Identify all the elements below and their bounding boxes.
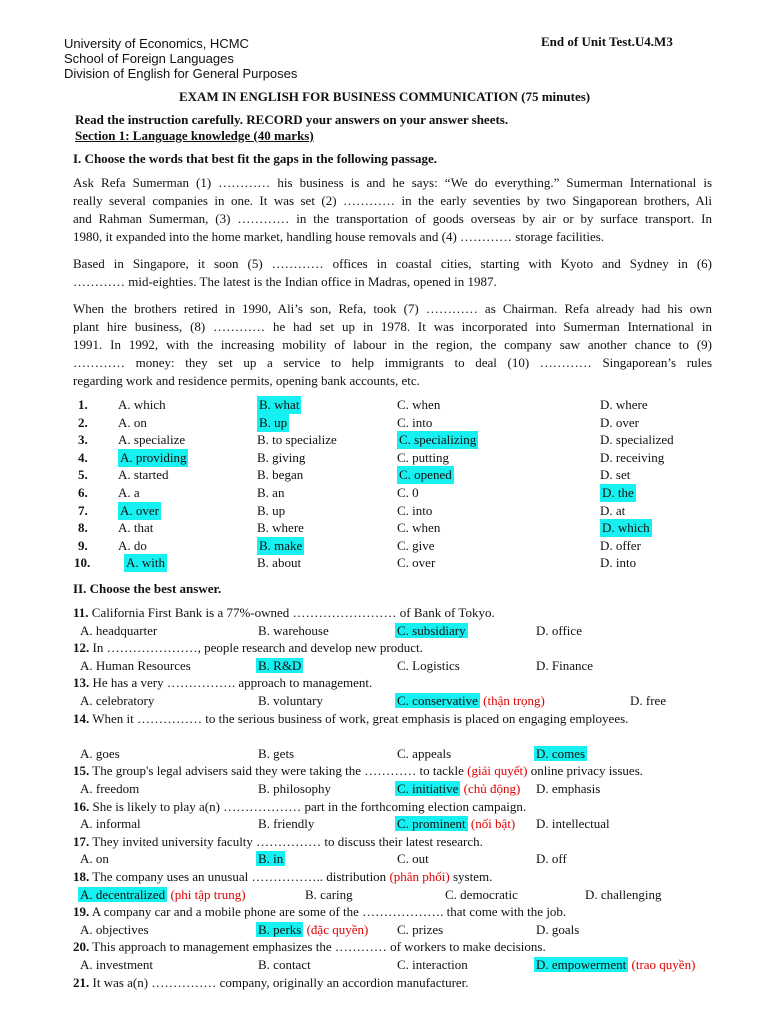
option-b — [258, 622, 329, 640]
option-d-text: D. intellectual — [536, 816, 610, 832]
option-b: B. to specialize — [257, 432, 337, 448]
option-b: B. up — [257, 502, 286, 518]
question-text: It was a(n) …………… company, originally an accordion manufacturer. — [92, 974, 469, 990]
question-text: The group's legal advisers said they were taking the ………… to tackle — [92, 763, 468, 779]
option-b: B. what — [259, 397, 300, 412]
option-c — [397, 745, 451, 763]
question-row — [74, 502, 724, 520]
passage-line: plant hire business, (8) ………… he had set up in 1978. It was incorporated into Sumerman International in — [73, 319, 712, 334]
question-stem — [73, 833, 712, 851]
question-number: 8. — [78, 520, 88, 536]
option-a — [80, 622, 157, 640]
option-c-text: C. conservative — [397, 693, 478, 708]
university-name: University of Economics, HCMC — [64, 36, 249, 51]
option-b: B. an — [257, 485, 285, 500]
translation-note: (trao quyền) — [631, 957, 696, 972]
options-row — [0, 780, 768, 798]
option-a: A. a — [118, 485, 140, 500]
option-b — [258, 745, 294, 763]
question-number: 21. — [73, 974, 90, 990]
option-c — [397, 956, 468, 974]
option-d-text: D. emphasis — [536, 781, 601, 796]
option-b — [258, 692, 323, 710]
option-d — [630, 692, 666, 710]
question-stem — [73, 710, 712, 728]
part-1-heading: I. Choose the words that best fit the gaps in the following passage. — [73, 151, 438, 166]
question-text: California First Bank is a 77%-owned …………………… of Bank of Tokyo. — [91, 605, 495, 620]
option-a: A. specialize — [118, 432, 186, 448]
option-c: C. when — [397, 397, 441, 412]
option-a-text: A. investment — [80, 957, 153, 972]
option-c-text: C. Logistics — [397, 657, 460, 673]
option-d: D. the — [602, 485, 634, 500]
option-a-text: A. Human Resources — [80, 657, 191, 673]
option-d — [536, 815, 610, 833]
question-text: A company car and a mobile phone are some of the ………………. that come with the job. — [91, 904, 567, 920]
option-d: D. offer — [600, 537, 641, 553]
option-d: D. set — [600, 467, 631, 483]
passage-line: When the brothers retired in 1990, Ali’s son, Refa, took (7) ………… as Chairman. Refa already had his own — [73, 301, 712, 316]
option-b-text: B. warehouse — [258, 622, 329, 638]
options-row — [0, 850, 768, 868]
question-stem — [73, 798, 712, 816]
question-row — [74, 431, 724, 449]
option-b — [258, 657, 303, 675]
option-b: B. about — [257, 555, 302, 571]
question-number: 16. — [73, 798, 90, 814]
translation-note: (giải quyết) — [467, 763, 528, 779]
translation-note: (phân phối) — [389, 869, 450, 884]
option-d: D. receiving — [600, 449, 665, 465]
option-c — [397, 780, 520, 798]
question-number: 13. — [73, 675, 90, 691]
option-b-text: B. philosophy — [258, 781, 331, 796]
option-d — [585, 886, 662, 904]
option-d-text: D. empowerment — [536, 957, 627, 972]
question-number: 2. — [78, 414, 88, 430]
option-a: A. do — [118, 537, 147, 553]
option-c: C. over — [397, 555, 436, 571]
option-c-text: C. out — [397, 851, 429, 867]
option-a — [80, 780, 139, 798]
test-code: End of Unit Test.U4.M3 — [541, 34, 673, 49]
option-b-text: B. caring — [305, 886, 353, 902]
options-row — [0, 956, 768, 974]
option-c: C. opened — [399, 467, 452, 483]
school-name: School of Foreign Languages — [64, 51, 234, 66]
option-a-text: A. on — [80, 851, 109, 867]
question-stem — [73, 903, 712, 921]
question-number: 12. — [73, 640, 90, 656]
question-number: 10. — [74, 555, 91, 571]
passage-line: regarding work and residence permits, opening bank accounts, etc. — [73, 373, 420, 388]
option-b — [305, 886, 353, 904]
question-text: The company uses an unusual …………….. distribution — [92, 869, 390, 884]
exam-title: EXAM IN ENGLISH FOR BUSINESS COMMUNICATION (75 minutes) — [179, 89, 591, 104]
translation-note: (phi tập trung) — [170, 886, 246, 902]
option-d — [536, 956, 695, 974]
question-text: When it …………… to the serious business of work, great emphasis is placed on engaging employees. — [92, 710, 629, 726]
question-number: 15. — [73, 763, 90, 779]
option-c-text: C. initiative — [397, 781, 459, 796]
option-a-text: A. headquarter — [80, 622, 158, 638]
option-c — [397, 622, 468, 640]
question-row — [74, 484, 724, 502]
option-d — [536, 780, 600, 798]
option-d — [536, 622, 582, 640]
options-row — [0, 692, 768, 710]
option-a-text: A. objectives — [80, 921, 149, 937]
options-row — [0, 622, 768, 640]
option-b: B. where — [257, 520, 304, 536]
options-row — [0, 886, 768, 904]
option-a — [80, 815, 141, 833]
option-b — [258, 815, 314, 833]
question-number: 5. — [78, 467, 88, 483]
option-a — [80, 956, 153, 974]
question-stem — [73, 974, 712, 992]
option-b — [258, 780, 331, 798]
option-c: C. putting — [397, 449, 450, 465]
option-d: D. into — [600, 555, 637, 571]
option-d: D. over — [600, 414, 639, 430]
option-c-text: C. appeals — [397, 745, 452, 761]
option-a — [80, 692, 154, 710]
option-b: B. giving — [257, 449, 306, 465]
option-a — [80, 921, 149, 939]
option-d-text: D. free — [630, 693, 667, 708]
question-text: This approach to management emphasizes the ………… of workers to make decisions. — [92, 939, 546, 955]
option-c — [397, 850, 429, 868]
option-d-text: D. office — [536, 622, 582, 638]
option-b-text: B. R&D — [258, 657, 302, 673]
question-stem — [73, 868, 712, 886]
option-a-text: A. celebratory — [80, 693, 155, 708]
question-number: 1. — [78, 397, 88, 412]
question-text: system. — [449, 869, 493, 884]
option-b: B. began — [257, 467, 304, 483]
question-number: 17. — [73, 833, 90, 849]
option-a: A. started — [118, 467, 169, 483]
option-b-text: B. voluntary — [258, 693, 323, 708]
question-row — [74, 414, 724, 432]
question-text: They invited university faculty …………… to discuss their latest research. — [92, 833, 483, 849]
option-d — [536, 745, 587, 763]
option-a: A. over — [120, 502, 159, 518]
question-text: online privacy issues. — [527, 763, 644, 779]
option-a — [80, 657, 191, 675]
question-row — [74, 537, 724, 555]
option-d-text: D. challenging — [585, 886, 662, 902]
question-row — [74, 519, 724, 537]
option-a: A. on — [118, 414, 147, 430]
option-a-text: A. decentralized — [80, 886, 166, 902]
option-d-text: D. off — [536, 851, 567, 867]
option-a: A. providing — [120, 449, 187, 465]
options-row — [0, 657, 768, 675]
option-b: B. up — [259, 414, 288, 430]
question-stem — [73, 938, 712, 956]
option-b: B. make — [259, 537, 303, 553]
question-stem — [73, 639, 712, 657]
option-d — [536, 850, 567, 868]
question-number: 11. — [73, 605, 89, 620]
question-stem — [73, 762, 712, 780]
option-a-text: A. informal — [80, 816, 141, 832]
passage-paragraph-1 — [73, 174, 712, 246]
question-number: 18. — [73, 869, 90, 884]
option-d: D. at — [600, 502, 626, 518]
option-b-text: B. in — [258, 851, 284, 867]
translation-note: (chủ động) — [463, 781, 521, 796]
option-d — [536, 657, 593, 675]
question-text: In …………………, people research and develop new product. — [92, 640, 423, 656]
option-c: C. when — [397, 520, 441, 536]
passage-paragraph-2 — [73, 255, 712, 291]
instruction: Read the instruction carefully. RECORD your answers on your answer sheets. — [75, 112, 509, 127]
option-c-text: C. prominent — [397, 816, 466, 832]
option-b-text: B. gets — [258, 745, 295, 761]
option-b — [258, 956, 311, 974]
option-d — [536, 921, 579, 939]
option-a: A. with — [126, 555, 165, 571]
question-number: 14. — [73, 710, 90, 726]
passage-line: ………… money: they set up a service to help immigrants to deal (10) ………… Singaporean’s rules — [73, 355, 712, 370]
option-d: D. where — [600, 397, 648, 412]
options-row — [0, 815, 768, 833]
passage-line: 1991. In 1992, with the increasing mobility of labour in the region, the company saw another chance to (9) — [73, 337, 712, 352]
question-text: He has a very ……………. approach to management. — [92, 675, 373, 691]
part-2-heading: II. Choose the best answer. — [73, 581, 222, 596]
option-b-text: B. perks — [258, 921, 302, 937]
translation-note: (đặc quyền) — [306, 921, 369, 937]
option-a-text: A. goes — [80, 745, 120, 761]
question-number: 19. — [73, 904, 90, 920]
question-number: 4. — [78, 449, 88, 465]
option-c: C. into — [397, 502, 433, 518]
question-text: She is likely to play a(n) ……………… part in the forthcoming election campaign. — [92, 798, 527, 814]
division-name: Division of English for General Purposes — [64, 66, 298, 81]
question-row — [74, 466, 724, 484]
option-d-text: D. comes — [536, 745, 586, 761]
option-b-text: B. friendly — [258, 816, 315, 832]
passage-line: Based in Singapore, it soon (5) ………… offices in coastal cities, starting with Kyoto and Sydney in (6) — [73, 256, 712, 271]
translation-note: (nổi bật) — [470, 816, 516, 832]
question-number: 6. — [78, 485, 88, 500]
section-1-heading: Section 1: Language knowledge (40 marks) — [75, 128, 314, 143]
option-c — [397, 815, 515, 833]
option-b-text: B. contact — [258, 957, 311, 972]
option-a — [80, 745, 120, 763]
passage-line: Ask Refa Sumerman (1) ………… his business is and he says: “We do everything.” Sumerman International is — [73, 175, 712, 190]
option-c-text: C. subsidiary — [397, 622, 466, 638]
option-d: D. specialized — [600, 432, 674, 448]
option-d-text: D. Finance — [536, 657, 594, 673]
option-c — [397, 921, 443, 939]
option-c — [397, 692, 545, 710]
question-number: 3. — [78, 432, 88, 448]
option-c — [397, 657, 460, 675]
option-a: A. which — [118, 397, 166, 412]
options-row — [0, 745, 768, 763]
option-c: C. give — [397, 537, 435, 553]
option-c: C. specializing — [399, 432, 477, 448]
passage-paragraph-3 — [73, 300, 712, 390]
question-row — [74, 449, 724, 467]
option-c-text: C. prizes — [397, 921, 444, 937]
option-d: D. which — [602, 520, 650, 536]
option-a — [80, 886, 246, 904]
question-stem — [73, 604, 712, 622]
question-row — [74, 554, 724, 572]
option-b — [258, 921, 368, 939]
option-b — [258, 850, 285, 868]
option-c — [445, 886, 518, 904]
passage-line: and Rahman Sumerman, (3) ………… in the transportation of goods overseas by air or by surface transport. In — [73, 211, 712, 226]
question-number: 20. — [73, 939, 90, 955]
question-row — [74, 396, 724, 414]
option-c: C. into — [397, 414, 433, 430]
passage-line: really several companies in one. It was set (2) ………… in the early seventies by two Singaporean brothers, Ali — [73, 193, 712, 208]
options-row — [0, 921, 768, 939]
passage-line: 1980, it expanded into the home market, handling house removals and (4) ………… storage facilities. — [73, 229, 605, 244]
option-a: A. that — [118, 520, 154, 536]
question-number: 9. — [78, 537, 88, 553]
option-a — [80, 850, 109, 868]
question-number: 7. — [78, 502, 88, 518]
option-c-text: C. interaction — [397, 957, 468, 972]
passage-line: ………… mid-eighties. The latest is the Indian office in Madras, opened in 1987. — [73, 274, 497, 289]
option-a-text: A. freedom — [80, 781, 140, 796]
question-stem — [73, 674, 712, 692]
option-c-text: C. democratic — [445, 886, 518, 902]
translation-note: (thận trọng) — [483, 693, 545, 708]
option-d-text: D. goals — [536, 921, 580, 937]
option-c: C. 0 — [397, 485, 419, 500]
